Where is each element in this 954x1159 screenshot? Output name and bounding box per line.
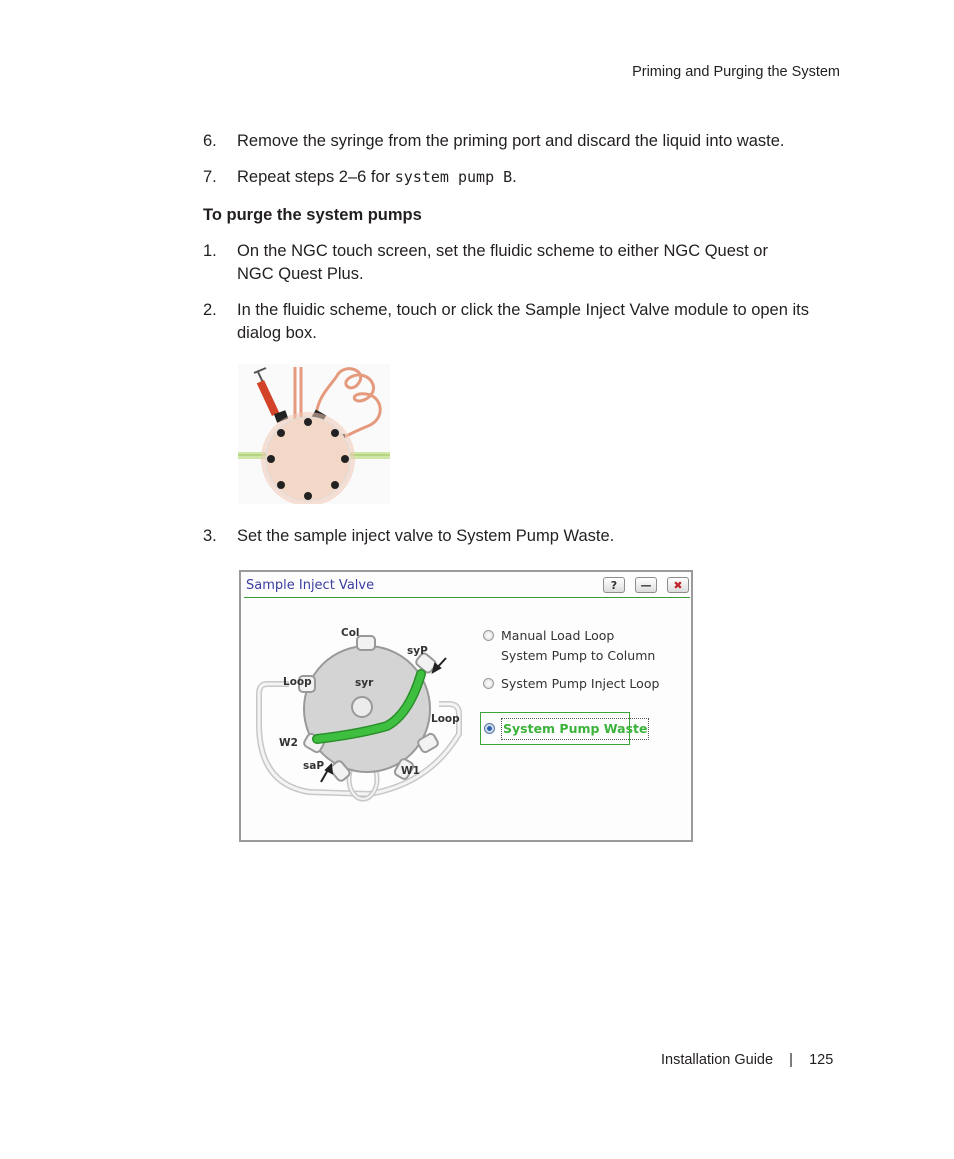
syringe-port (352, 697, 372, 717)
running-header: Priming and Purging the System (632, 64, 840, 80)
step-text (237, 240, 843, 286)
step-text-prefix: Repeat steps 2–6 for (237, 168, 395, 186)
option-line-2: System Pump to Column (501, 648, 656, 663)
option-manual-load-loop[interactable] (483, 626, 683, 670)
guide-title: Installation Guide (661, 1052, 774, 1068)
step-text-line1: On the NGC touch screen, set the fluidic scheme to either NGC Quest or (237, 242, 768, 260)
footer-separator: | (789, 1052, 793, 1068)
option-line-1: Manual Load Loop (501, 628, 615, 643)
step-text-line1: In the fluidic scheme, touch or click the Sample Inject Valve module to open its (237, 301, 809, 319)
option-label (501, 626, 655, 666)
dialog-title: Sample Inject Valve (246, 578, 375, 593)
page-footer (661, 1052, 833, 1068)
step-number: 3. (203, 527, 217, 545)
step-text (237, 166, 843, 189)
option-label: System Pump Waste (502, 719, 648, 739)
step-number: 1. (203, 242, 217, 260)
radio-button[interactable] (483, 678, 494, 689)
page-number: 125 (809, 1052, 834, 1068)
step-number: 7. (203, 168, 217, 186)
sample-inject-valve-module-illustration (238, 364, 390, 504)
procedure-heading: To purge the system pumps (203, 206, 422, 224)
minimize-button[interactable]: — (635, 577, 657, 593)
title-divider (244, 597, 690, 598)
step-text (237, 299, 843, 345)
radio-button-selected[interactable] (484, 723, 495, 734)
step-text-code: system pump B (394, 168, 513, 186)
label-w1: W1 (401, 765, 420, 777)
label-syp: syP (407, 645, 428, 657)
help-button[interactable]: ? (603, 577, 625, 593)
radio-button[interactable] (483, 630, 494, 641)
step-number: 6. (203, 132, 217, 150)
port-col (357, 636, 375, 650)
label-loop-left: Loop (283, 676, 312, 688)
option-label: System Pump Inject Loop (501, 676, 660, 691)
label-col: Col (341, 627, 360, 639)
option-system-pump-inject-loop[interactable] (483, 674, 683, 696)
step-text: Remove the syringe from the priming port and discard the liquid into waste. (237, 132, 785, 150)
sample-inject-valve-dialog (239, 570, 693, 842)
step-text-suffix: . (512, 168, 517, 186)
step-text-line2: NGC Quest Plus. (237, 265, 364, 283)
label-syr: syr (355, 677, 374, 689)
valve-diagram (249, 614, 479, 814)
label-sap: saP (303, 760, 325, 772)
label-w2: W2 (279, 737, 298, 749)
option-system-pump-waste[interactable] (484, 719, 648, 741)
step-text: Set the sample inject valve to System Pump Waste. (237, 527, 615, 545)
step-text-line2: dialog box. (237, 324, 317, 342)
step-number: 2. (203, 301, 217, 319)
label-loop-right: Loop (431, 713, 460, 725)
close-button[interactable]: ✖ (667, 577, 689, 593)
